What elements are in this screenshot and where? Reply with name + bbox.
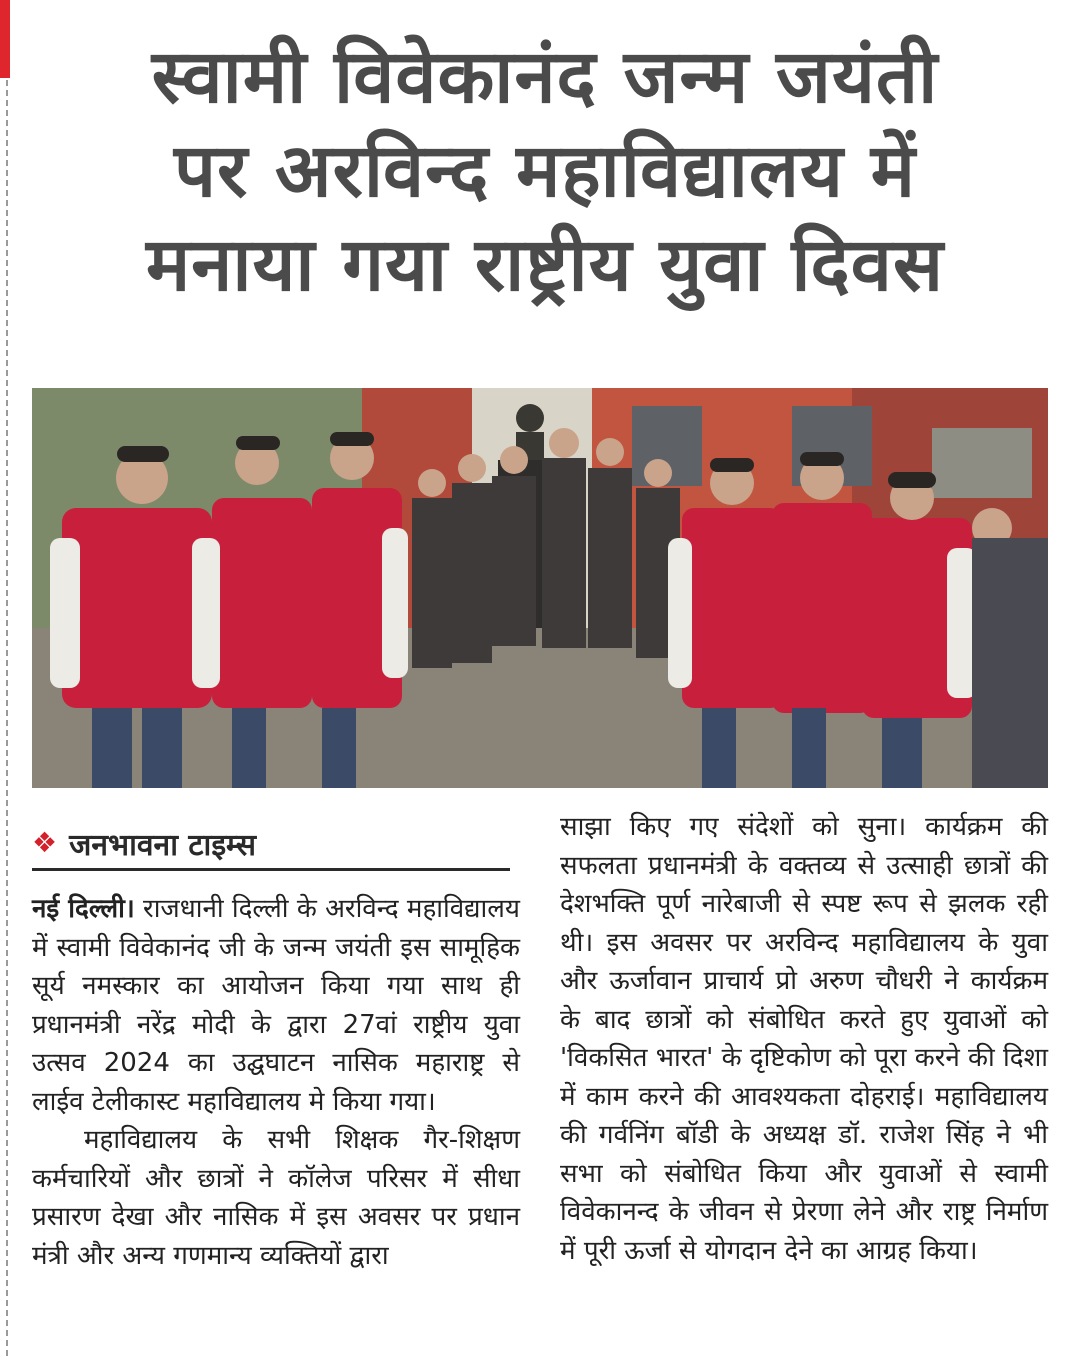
diamond-bullet-icon: ❖: [32, 826, 58, 859]
group-photo: [32, 388, 1048, 788]
article-column-right: [560, 808, 1048, 1270]
article-paragraph-2: महाविद्यालय के सभी शिक्षक गैर-शिक्षण कर्मचारियों और छात्रों ने कॉलेज परिसर में सीधा प्रसारण देखा और नासिक में इस अवसर पर प्रधान मंत्री और अन्य गणमान्य व्यक्तियों द्वारा: [32, 1125, 520, 1271]
section-marker: [0, 0, 10, 78]
column-divider: [6, 0, 8, 1356]
headline-line-2: पर अरविन्द महाविद्यालय में: [173, 128, 916, 214]
article-dateline: नई दिल्ली।: [32, 894, 135, 924]
article-column-left: [32, 890, 520, 1275]
byline: [32, 818, 510, 871]
headline: [30, 30, 1060, 312]
headline-line-1: स्वामी विवेकानंद जन्म जयंती: [151, 34, 939, 120]
article-paragraph-3: साझा किए गए संदेशों को सुना। कार्यक्रम की सफलता प्रधानमंत्री के वक्तव्य से उत्साही छात्रों की देशभक्ति पूर्ण नारेबाजी से स्पष्ट रूप से झलक रही थी। इस अवसर पर अरविन्द महाविद्यालय के युवा और ऊर्जावान प्राचार्य प्रो अरुण चौधरी ने कार्यक्रम के बाद छात्रों को संबोधित करते हुए युवाओं को 'विकसित भारत' के दृष्टिकोण को पूरा करने की दिशा में काम करने की आवश्यकता दोहराई। महाविद्यालय की गर्वनिंग बॉडी के अध्यक्ष डॉ. राजेश सिंह ने भी सभा को संबोधित किया और युवाओं से स्वामी विवेकानन्द के जीवन से प्रेरणा लेने और राष्ट्र निर्माण में पूरी ऊर्जा से योगदान देने का आग्रह किया।: [560, 812, 1048, 1266]
byline-source: जनभावना टाइम्स: [69, 827, 257, 863]
article-paragraph-1: [32, 890, 520, 1121]
article-paragraph-1-text: राजधानी दिल्ली के अरविन्द महाविद्यालय में स्वामी विवेकानंद जी के जन्म जयंती इस सामूहिक सूर्य नमस्कार का आयोजन किया गया साथ ही प्रधानमंत्री नरेंद्र मोदी के द्वारा 27वां राष्ट्रीय युवा उत्सव 2024 का उद्घघाटन नासिक महाराष्ट्र से लाईव टेलीकास्ट महाविद्यालय मे किया गया।: [32, 894, 520, 1117]
headline-line-3: मनाया गया राष्ट्रीय युवा दिवस: [146, 222, 944, 308]
